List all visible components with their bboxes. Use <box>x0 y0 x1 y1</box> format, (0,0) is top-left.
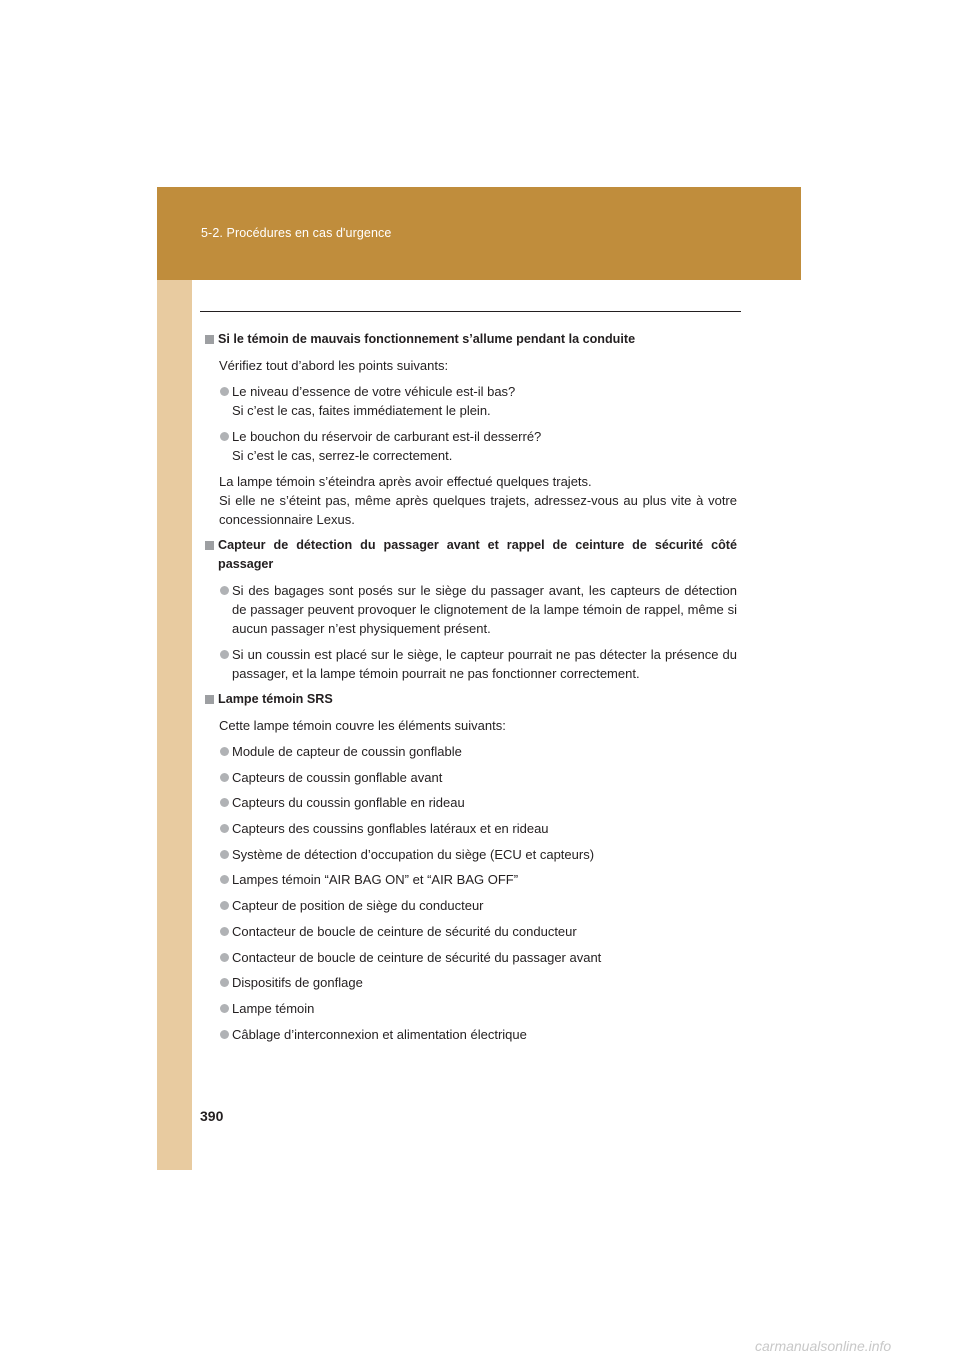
watermark: carmanualsonline.info <box>755 1338 892 1354</box>
list-item: Capteurs des coussins gonflables latéraux et en rideau <box>205 819 737 838</box>
section-heading: Capteur de détection du passager avant et rappel de ceinture de sécurité côté passager <box>205 536 737 574</box>
round-bullet-icon <box>220 901 229 910</box>
round-bullet-icon <box>220 850 229 859</box>
square-bullet-icon <box>205 335 214 344</box>
list-item: Si un coussin est placé sur le siège, le capteur pourrait ne pas détecter la présence du passager, et la lampe témoin pourrait ne pas fonctionner correctement. <box>205 645 737 683</box>
square-bullet-icon <box>205 541 214 550</box>
list-item: Câblage d’interconnexion et alimentation électrique <box>205 1025 737 1044</box>
round-bullet-icon <box>220 875 229 884</box>
section-intro: Cette lampe témoin couvre les éléments suivants: <box>219 718 506 733</box>
round-bullet-icon <box>220 1004 229 1013</box>
list-item: Si des bagages sont posés sur le siège du passager avant, les capteurs de détection de passager peuvent provoquer le clignotement de la lampe témoin de rappel, même si aucun passager n’est physiquement présent. <box>205 581 737 638</box>
list-item: Le niveau d’essence de votre véhicule est-il bas? Si c’est le cas, faites immédiatement le plein. <box>205 382 737 420</box>
list-item: Capteurs de coussin gonflable avant <box>205 768 737 787</box>
list-item: Contacteur de boucle de ceinture de sécurité du passager avant <box>205 948 737 967</box>
list-item: Lampe témoin <box>205 999 737 1018</box>
round-bullet-icon <box>220 1030 229 1039</box>
page-number: 390 <box>200 1108 224 1124</box>
chapter-title: 5-2. Procédures en cas d'urgence <box>201 226 392 240</box>
section-heading: Lampe témoin SRS <box>205 690 737 709</box>
top-rule <box>200 311 741 312</box>
header-band <box>157 187 801 280</box>
list-item: Le bouchon du réservoir de carburant est-il desserré? Si c’est le cas, serrez-le correctement. <box>205 427 737 465</box>
list-item: Lampes témoin “AIR BAG ON” et “AIR BAG OFF” <box>205 870 737 889</box>
round-bullet-icon <box>220 650 229 659</box>
round-bullet-icon <box>220 953 229 962</box>
round-bullet-icon <box>220 586 229 595</box>
page-content <box>205 330 737 1050</box>
section-note: La lampe témoin s’éteindra après avoir effectué quelques trajets. Si elle ne s’éteint pas, même après quelques trajets, adressez-vous au plus vite à votre concessionnaire Lexus. <box>219 474 737 527</box>
round-bullet-icon <box>220 978 229 987</box>
round-bullet-icon <box>220 824 229 833</box>
round-bullet-icon <box>220 747 229 756</box>
section-intro: Vérifiez tout d’abord les points suivants: <box>219 358 449 373</box>
round-bullet-icon <box>220 773 229 782</box>
round-bullet-icon <box>220 387 229 396</box>
square-bullet-icon <box>205 695 214 704</box>
list-item: Contacteur de boucle de ceinture de sécurité du conducteur <box>205 922 737 941</box>
list-item: Capteur de position de siège du conducteur <box>205 896 737 915</box>
round-bullet-icon <box>220 432 229 441</box>
side-strip <box>157 280 192 1170</box>
list-item: Module de capteur de coussin gonflable <box>205 742 737 761</box>
section-heading: Si le témoin de mauvais fonctionnement s’allume pendant la conduite <box>205 330 737 349</box>
round-bullet-icon <box>220 927 229 936</box>
list-item: Capteurs du coussin gonflable en rideau <box>205 793 737 812</box>
list-item: Dispositifs de gonflage <box>205 973 737 992</box>
round-bullet-icon <box>220 798 229 807</box>
list-item: Système de détection d’occupation du siège (ECU et capteurs) <box>205 845 737 864</box>
